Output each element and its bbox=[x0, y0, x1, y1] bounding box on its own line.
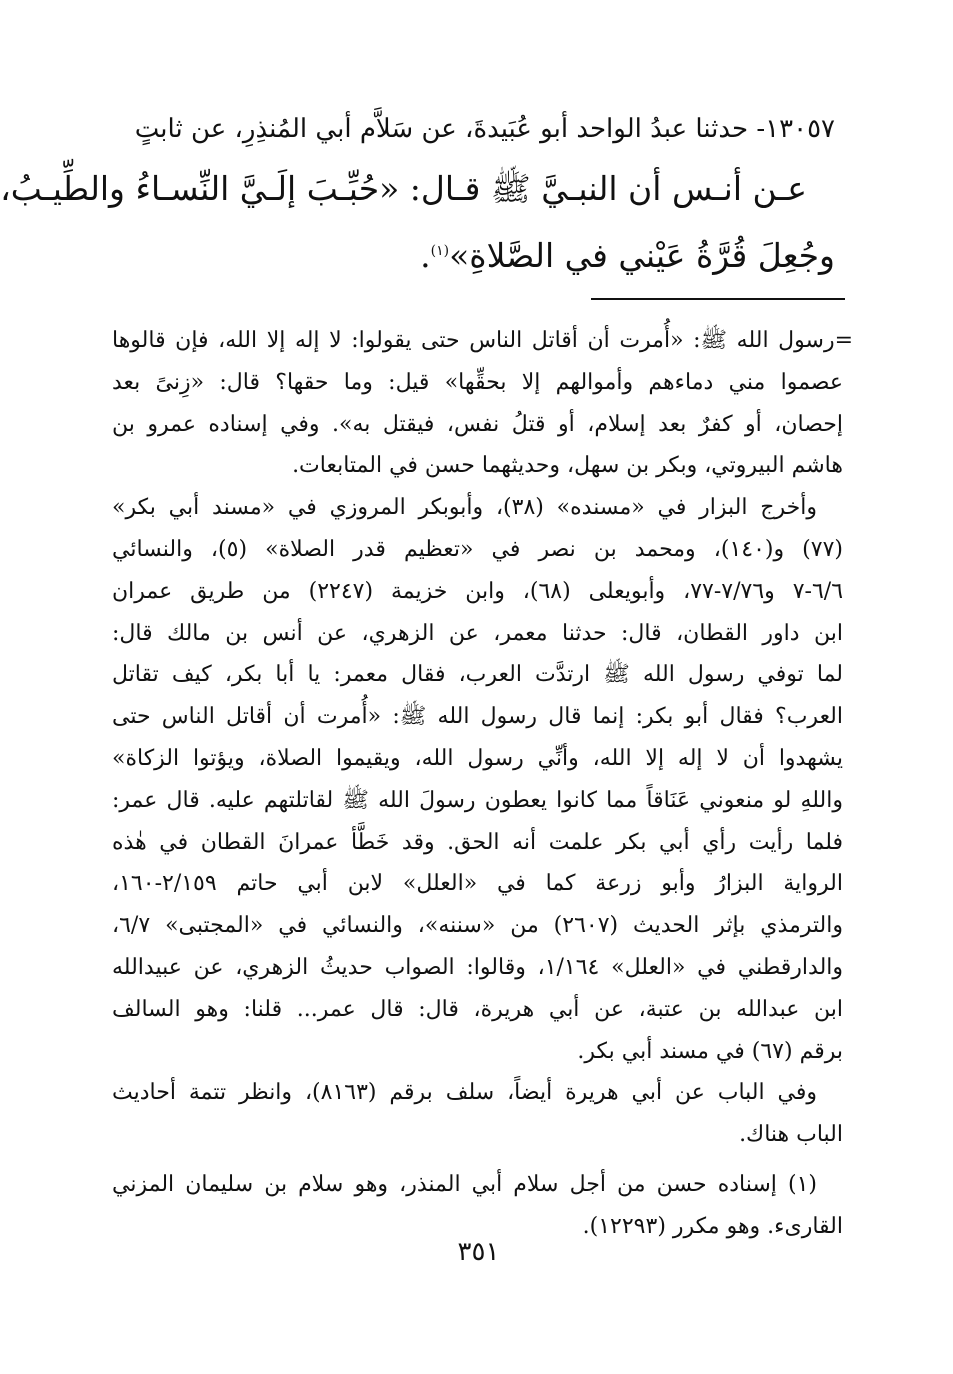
footnote-line: (١) إسناده حسن من أجل سلام أبي المنذر، وهو سلام بن سليمان المزني bbox=[112, 1171, 817, 1197]
note-line: (٧٧) و(١٤٠)، ومحمد بن نصر في «تعظيم قدر الصلاة» (٥)، والنسائي bbox=[112, 536, 843, 562]
note-line: فلما رأيت رأي أبي بكر علمت أنه الحق. وقد خَطَّأ عمرانَ القطان في هٰذه bbox=[112, 829, 843, 855]
note-line: العرب؟ فقال أبو بكر: إنما قال رسول الله ﷺ: «أُمرت أن أقاتل الناس حتى bbox=[112, 704, 843, 730]
hadith-end-mark: . bbox=[420, 236, 431, 275]
note-line: =رسول الله ﷺ: «أُمرت أن أقاتل الناس حتى يقولوا: لا إله إلا الله، فإن قالوها bbox=[112, 328, 853, 353]
note-line: برقم (٦٧) في مسند أبي بكر. bbox=[577, 1038, 843, 1064]
note-line: إحصان، أو كفرٌ بعد إسلام، أو قتلُ نفس، فيقتل به». وفي إسناده عمرو بن bbox=[112, 411, 843, 437]
page-number: ٣٥١ bbox=[457, 1237, 500, 1267]
note-line: ابن عبدالله بن عتبة، عن أبي هريرة، قال: قال عمر... قلنا: وهو السالف bbox=[112, 996, 843, 1022]
note-line: الرواية البزارُ وأبو زرعة كما في «العلل» لابن أبي حاتم ٢/١٥٩-١٦٠، bbox=[112, 871, 843, 897]
note-line: والدارقطني في «العلل» ١/١٦٤، وقالوا: الصواب حديثُ الزهري، عن عبيدالله bbox=[112, 954, 844, 980]
footnote-separator bbox=[591, 298, 845, 300]
note-line: ابن داور القطان، قال: حدثنا معمر، عن الزهري، عن أنس بن مالك قال: bbox=[112, 620, 843, 646]
note-line: عصموا مني دماءهم وأموالهم إلا بحقِّها» قيل: وما حقها؟ قال: «زِنىً بعد bbox=[112, 369, 843, 395]
footnote-line: القارىء. وهو مكرر (١٢٢٩٣). bbox=[582, 1213, 843, 1239]
note-line: وأخرج البزار في «مسنده» (٣٨)، وأبوبكر المروزي في «مسند أبي بكر» bbox=[112, 495, 817, 521]
hadith-line-text: وجُعِلَ قُرَّةُ عَيْني في الصَّلاةِ» bbox=[449, 236, 835, 275]
notes-section bbox=[112, 320, 853, 1248]
note-line: يشهدوا أن لا إله إلا الله، وأنِّي رسول الله، ويقيموا الصلاة، ويؤتوا الزكاة» bbox=[112, 745, 843, 771]
note-line: ٦/٦-٧ و٧/٧٦-٧٧، وأبويعلى (٦٨)، وابن خزيمة (٢٢٤٧) من طريق عمران bbox=[112, 578, 844, 604]
hadith-text bbox=[0, 100, 835, 287]
note-line: والترمذي بإثر الحديث (٢٦٠٧) من «سننه»، والنسائي في «المجتبى» ٦/٧، bbox=[112, 913, 843, 939]
hadith-line bbox=[104, 220, 835, 287]
note-line: وفي الباب عن أبي هريرة أيضاً، سلف برقم (٨١٦٣)، وانظر تتمة أحاديث bbox=[112, 1080, 817, 1106]
footnote-reference[interactable]: (١) bbox=[430, 243, 450, 259]
hadith-line: ١٣٠٥٧- حدثنا عبدُ الواحد أبو عُبَيدةَ، عن سَلاَّم أبي المُنذِرِ، عن ثابتٍ bbox=[134, 114, 835, 144]
note-line: هاشم البيروتي، وبكر بن سهل، وحديثهما حسن في المتابعات. bbox=[292, 453, 843, 479]
note-line: لما توفي رسول الله ﷺ ارتدَّت العرب، فقال معمر: يا أبا بكر، كيف تقاتل bbox=[112, 662, 843, 688]
note-line: واللهِ لو منعوني عَنَاقاً مما كانوا يعطون رسولَ الله ﷺ لقاتلتهم عليه. قال عمر: bbox=[112, 787, 843, 813]
note-line: الباب هناك. bbox=[739, 1122, 843, 1148]
hadith-line: عـن أنـس أن النبـيَّ ﷺ قـال: «حُبِّـبَ إلَـيَّ النِّسـاءُ والطِّيـبُ، bbox=[0, 169, 807, 208]
